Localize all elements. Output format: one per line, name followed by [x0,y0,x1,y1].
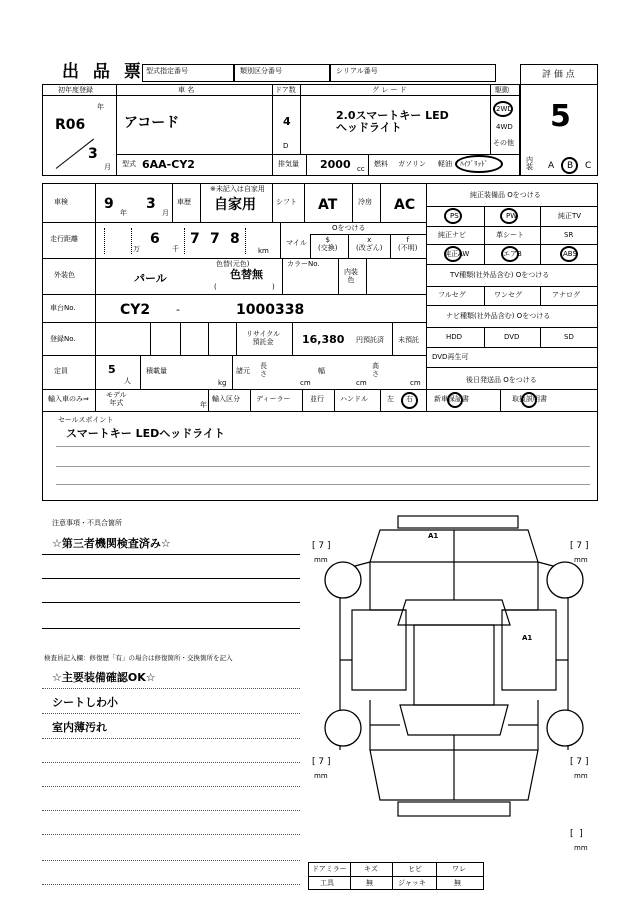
equip-abs-circle [560,246,578,262]
capacity-value: 5 [108,363,116,376]
tire-fl-mm: mm [314,556,328,564]
inspection-label: 車検 [54,198,68,206]
color-change-value: 色替無 [230,268,263,281]
mileage-sen: 千 [172,245,179,253]
fuel-gas: ガソリン [398,160,426,168]
inspector-label: 検査員記入欄：修復歴「有」の場合は修復箇所・交換箇所を記入 [44,654,233,662]
drive-label: 駆動 [495,86,509,94]
car-damage-diagram [310,510,598,860]
fuel-hybrid: ﾊｲﾌﾞﾘｯﾄﾞ [460,160,488,168]
shift-label: シフト [276,198,297,206]
color-label: 外装色 [54,271,75,279]
category-label: 類別区分番号 [240,67,282,75]
length-label: 長 さ [260,362,267,379]
footer-tools-value: 無 [366,879,373,887]
navi-hdd: HDD [446,333,463,341]
footer-scratch: キズ [364,865,378,873]
color-no-label: カラーNo. [287,260,320,268]
page-title: 出 品 票 [62,62,145,82]
interior-b: B [567,161,574,171]
score-value: 5 [550,99,571,134]
color-value: パール [134,272,167,285]
color-paren-close: ) [272,283,275,291]
equip-ps-circle [444,208,462,224]
drive-2wd-circle [493,101,513,117]
import-label: 輸入車のみ⇒ [48,395,89,403]
tire-rr: [ 7 ] [570,757,589,767]
equip-airbag-circle [501,246,519,262]
mileage-digit-2: 7 [190,231,200,247]
dims-label: 諸元 [236,367,250,375]
load-label: 積載量 [146,367,167,375]
model-type: 6AA-CY2 [142,158,195,171]
fuel-label: 燃料 [374,160,388,168]
footer-tools: 工具 [320,879,334,887]
chassis-label: 車台No. [50,304,76,312]
tire-rl: [ 7 ] [312,757,331,767]
fuel-hybrid-circle [455,155,503,173]
length-cm: cm [300,379,311,387]
later-manual: 取扱説明書 [512,395,547,403]
mileage-digit-box-1 [104,228,132,254]
interior-label: 内装 [526,156,533,171]
navi-dvd: DVD [504,333,520,341]
tv-analog: アナログ [552,291,580,299]
height-cm: cm [410,379,421,387]
meter-modified: x (改ざん) [356,236,383,253]
navi-type-label: ナビ種類(社外品含む) Oをつける [446,312,551,320]
interior-c: C [585,161,592,171]
tv-type-label: TV種類(社外品含む) Oをつける [450,271,550,279]
inspection-year: 9 [104,196,114,212]
meter-circle-note: Oをつける [332,224,366,232]
first-reg-month-unit: 月 [104,163,111,171]
first-reg-month: 3 [88,146,98,162]
recycle-amount: 16,380 [302,333,345,346]
grade-label: グ レ ー ド [372,86,407,94]
damage-mark-front: A1 [428,532,439,540]
drive-other: その他 [493,139,514,147]
recycle-paid: 円預託済 [356,336,384,344]
tire-spare-mm: mm [574,844,588,852]
car-name: アコード [124,115,180,131]
equip-aw-circle [444,246,462,262]
tv-oneseg: ワンセグ [494,291,522,299]
navi-dvd-player: DVD再生可 [432,353,469,361]
tire-rl-mm: mm [314,772,328,780]
chassis-number: 1000338 [236,302,305,318]
first-reg-label: 初年度登録 [58,86,93,94]
mileage-digit-3: 7 [210,231,220,247]
inspection-month-unit: 月 [162,209,169,217]
history-label: 車歴 [177,198,191,206]
mileage-digit-boxes [184,228,246,254]
mileage-km: km [258,247,269,255]
capacity-label: 定員 [54,367,68,375]
model-type-label: 型式 [122,160,136,168]
later-label: 後日発送品 Oをつける [466,376,537,384]
handle-left: 左 [387,395,394,403]
mileage-label: 走行距離 [50,235,78,243]
import-type-label: 輸入区分 [212,395,240,403]
width-label: 幅 [318,367,325,375]
chassis-dash: - [176,303,180,316]
equip-abs: ABS [563,250,577,258]
history-value: 自家用 [214,197,256,213]
notes-line1: ☆第三者機関検査済み☆ [52,537,171,550]
sales-label: セールスポイント [58,416,114,424]
width-cm: cm [356,379,367,387]
interior-b-circle [561,157,578,174]
doors-value: 4 [283,115,291,128]
sales-text: スマートキー LEDヘッドライト [66,427,225,440]
equip-navi: 純正ナビ [438,231,466,239]
handle-right: 右 [406,395,413,403]
mileage-digit-1: 6 [150,231,160,247]
equip-ps: PS [450,212,459,220]
meter-exchange: $ (交換) [318,236,338,253]
equip-pw: PW [506,212,518,220]
reg-no-label: 登録No. [50,335,76,343]
drive-4wd: 4WD [496,123,513,131]
later-manual-circle [521,392,537,408]
inspection-month: 3 [146,196,156,212]
mileage-digit-4: 8 [230,231,240,247]
model-year-label: モデル 年式 [106,391,127,407]
mileage-man: 万 [133,245,140,253]
recycle-label: リサイクル 預託金 [246,330,281,347]
doors-unit: D [283,142,289,150]
equip-pw-circle [500,208,518,224]
first-reg-era: R06 [55,117,86,133]
chassis-prefix: CY2 [120,302,151,318]
fuel-light: 軽油 [438,160,452,168]
cc-unit: cc [357,165,365,173]
later-warranty-circle [447,392,463,408]
tire-fr: [ 7 ] [570,541,589,551]
meter-mile: マイル [286,239,307,247]
score-label: 評 価 点 [542,70,575,80]
inspection-year-unit: 年 [120,209,127,217]
import-dealer: ディーラー [256,395,291,403]
history-note: ※未記入は自家用 [210,185,265,193]
tv-fullseg: フルセグ [438,291,466,299]
footer-jack: ジャッキ [398,879,426,887]
displacement-label: 排気量 [278,160,299,168]
tire-rr-mm: mm [574,772,588,780]
shift-value: AT [318,197,338,213]
tire-fl: [ 7 ] [312,541,331,551]
footer-crack: ヒビ [408,865,422,873]
doors-label: ドア数 [275,86,296,94]
grade-value: 2.0スマートキー LED ヘッドライト [336,109,449,135]
footer-jack-value: 無 [454,879,461,887]
ac-value: AC [394,197,416,213]
equip-tv: 純正TV [558,212,582,220]
notes-line2: ☆主要装備確認OK☆ [52,671,156,684]
serial-label: シリアル番号 [336,67,378,75]
navi-sd: SD [564,333,574,341]
tire-fr-mm: mm [574,556,588,564]
interior-a: A [548,161,555,171]
equip-leather: 革シート [496,231,524,239]
equipment-label: 純正装備品 Oをつける [470,191,541,199]
notes-line3: シートしわ小 [52,696,118,709]
color-paren-open: ( [214,283,217,291]
model-year-unit: 年 [200,401,207,409]
notes-line4: 室内薄汚れ [52,721,107,734]
notes-label: 注意事項・不具合箇所 [52,519,122,527]
tire-spare: [ ] [570,829,583,839]
footer-door-mirror: ドアミラー [312,865,347,873]
car-name-label: 車 名 [178,86,195,94]
displacement: 2000 [320,158,351,171]
first-reg-year-unit: 年 [97,103,104,111]
load-kg: kg [218,379,227,387]
drive-2wd: 2WD [496,105,513,113]
interior-color-label: 内装 色 [344,268,358,285]
ac-label: 冷房 [358,198,372,206]
import-parallel: 並行 [310,395,324,403]
equip-airbag: エアB [503,250,522,258]
height-label: 高 さ [372,362,379,379]
meter-unknown: f (不明) [398,236,418,253]
handle-right-circle [401,392,418,409]
footer-break: ワレ [452,865,466,873]
equip-sr: SR [564,231,574,239]
capacity-unit: 人 [124,377,131,385]
model-cert-label: 型式指定番号 [146,67,188,75]
damage-mark-side: A1 [522,634,533,642]
equip-aw: 純正AW [444,250,470,258]
recycle-unpaid: 未預託 [398,336,419,344]
color-change-label: 色替(元色) [216,260,250,268]
handle-label: ハンドル [340,395,368,403]
later-warranty: 新車保証書 [434,395,469,403]
